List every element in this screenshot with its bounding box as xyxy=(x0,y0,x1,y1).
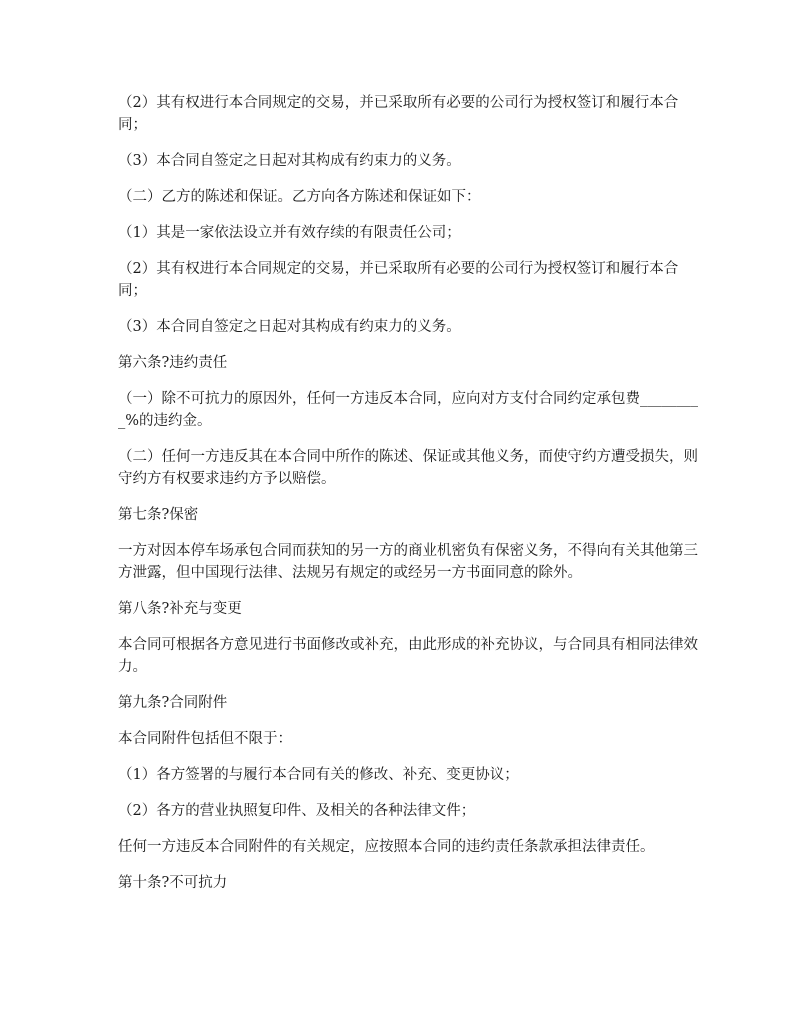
clause-item: （1）其是一家依法设立并有效存续的有限责任公司； xyxy=(118,225,461,241)
clause-item: （2）其有权进行本合同规定的交易，并已采取所有必要的公司行为授权签订和履行本合同； xyxy=(118,95,679,133)
clause-item: （3）本合同自签定之日起对其构成有约束力的义务。 xyxy=(118,319,461,335)
article-heading: 第六条?违约责任 xyxy=(118,355,228,371)
clause-item: （2）其有权进行本合同规定的交易，并已采取所有必要的公司行为授权签订和履行本合同； xyxy=(118,261,679,299)
document-page xyxy=(118,92,698,908)
body-paragraph: 任何一方违反本合同附件的有关规定，应按照本合同的违约责任条款承担法律责任。 xyxy=(118,839,655,855)
article-heading: 第十条?不可抗力 xyxy=(118,875,228,891)
article-heading: 第七条?保密 xyxy=(118,507,199,523)
clause-item: （3）本合同自签定之日起对其构成有约束力的义务。 xyxy=(118,153,461,169)
body-paragraph: 一方对因本停车场承包合同而获知的另一方的商业机密负有保密义务，不得向有关其他第三方泄露，但中国现行法律、法规另有规定的或经另一方书面同意的除外。 xyxy=(118,543,698,581)
body-paragraph: 本合同可根据各方意见进行书面修改或补充，由此形成的补充协议，与合同具有相同法律效力。 xyxy=(118,637,698,675)
clause-item: （2）各方的营业执照复印件、及相关的各种法律文件； xyxy=(118,803,476,819)
clause-item: （二）任何一方违反其在本合同中所作的陈述、保证或其他义务，而使守约方遭受损失，则守约方有权要求违约方予以赔偿。 xyxy=(118,449,698,487)
clause-item: （一）除不可抗力的原因外，任何一方违反本合同，应向对方支付合同约定承包费_________%的违约金。 xyxy=(118,391,698,429)
clause-item: （1）各方签署的与履行本合同有关的修改、补充、变更协议； xyxy=(118,767,519,783)
clause-item: （二）乙方的陈述和保证。乙方向各方陈述和保证如下： xyxy=(118,189,481,205)
article-heading: 第九条?合同附件 xyxy=(118,695,228,711)
body-paragraph: 本合同附件包括但不限于： xyxy=(118,731,292,747)
article-heading: 第八条?补充与变更 xyxy=(118,601,242,617)
